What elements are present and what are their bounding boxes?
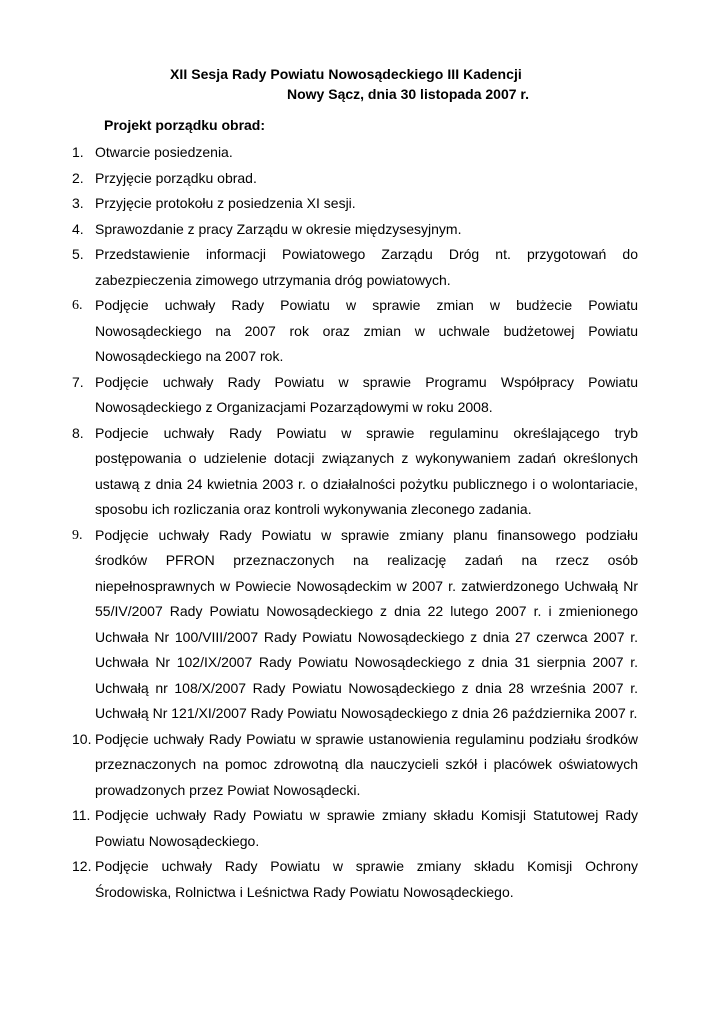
agenda-item-3 (0, 191, 638, 217)
agenda-item-text: Otwarcie posiedzenia. (95, 144, 233, 160)
agenda-item-10 (0, 727, 638, 804)
agenda-item-12 (0, 854, 638, 905)
agenda-item-9 (0, 523, 638, 727)
agenda-item-8 (0, 421, 638, 523)
place-and-date: Nowy Sącz, dnia 30 listopada 2007 r. (287, 86, 529, 102)
agenda-item-text: Sprawozdanie z pracy Zarządu w okresie międzysesyjnym. (95, 220, 462, 237)
agenda-item-text: Przyjęcie protokołu z posiedzenia XI sesji. (95, 195, 356, 211)
agenda-list (0, 140, 724, 905)
agenda-item-text: Podjęcie uchwały Rady Powiatu w sprawie zmiany składu Komisji Ochrony Środowiska, Rolnictwa i Leśnictwa Rady Powiatu Nowosądeckiego. (95, 858, 638, 900)
agenda-item-number: 1. (72, 144, 84, 160)
agenda-item-4 (0, 217, 638, 243)
agenda-item-text: Przyjęcie porządku obrad. (95, 169, 257, 186)
agenda-item-number: 2. (72, 169, 84, 186)
agenda-item-text: Podjęcie uchwały Rady Powiatu w sprawie ustanowienia regulaminu podziału środków przeznaczonych na pomoc zdrowotną dla nauczycieli szkół i placówek oświatowych prowadzonych przez Powiat Nowosądecki. (95, 730, 638, 798)
agenda-item-text: Podjęcie uchwały Rady Powiatu w sprawie zmian w budżecie Powiatu Nowosądeckiego na 2007 rok oraz zmian w uchwale budżetowej Powiatu Nowosądeckiego na 2007 rok. (95, 297, 638, 364)
agenda-item-text: Podjęcie uchwały Rady Powiatu w sprawie Programu Współpracy Powiatu Nowosądeckiego z Organizacjami Pozarządowymi w roku 2008. (95, 373, 638, 415)
agenda-item-6 (0, 293, 638, 370)
agenda-item-11 (0, 803, 638, 854)
agenda-item-number: 9. (72, 527, 83, 543)
agenda-item-text: Podjęcie uchwały Rady Powiatu w sprawie zmiany planu finansowego podziału środków PFRON przeznaczonych na realizację zadań na rzecz osób niepełnosprawnych w Powiecie Nowosądeckim w 2007 r. zatwierdzonego Uchwałą Nr 55/IV/2007 Rady Powiatu Nowosądeckiego z dnia 22 lutego 2007 r. i zmienionego Uchwała Nr 100/VIII/2007 Rady Powiatu Nowosądeckiego z dnia 27 czerwca 2007 r. Uchwała Nr 102/IX/2007 Rady Powiatu Nowosądeckiego z dnia 31 sierpnia 2007 r. Uchwałą nr 108/X/2007 Rady Powiatu Nowosądeckiego z dnia 28 września 2007 r. Uchwałą Nr 121/XI/2007 Rady Powiatu Nowosądeckiego z dnia 26 października 2007 r. (95, 526, 638, 721)
agenda-item-number: 11. (72, 807, 91, 823)
agenda-item-number: 7. (72, 373, 84, 390)
agenda-heading: Projekt porządku obrad: (104, 117, 266, 133)
agenda-item-number: 12. (72, 858, 92, 874)
agenda-item-7 (0, 370, 638, 421)
agenda-item-number: 8. (72, 424, 84, 441)
agenda-item-2 (0, 166, 638, 192)
agenda-item-number: 6. (72, 298, 83, 313)
agenda-item-number: 10. (72, 730, 92, 747)
agenda-item-5 (0, 242, 638, 293)
agenda-item-text: Podjęcie uchwały Rady Powiatu w sprawie zmiany składu Komisji Statutowej Rady Powiatu Nowosądeckiego. (95, 807, 638, 849)
agenda-item-text: Podjecie uchwały Rady Powiatu w sprawie regulaminu określającego tryb postępowania o udzielenie dotacji związanych z wykonywaniem zadań określonych ustawą z dnia 24 kwietnia 2003 r. o działalności pożytku publicznego i o wolontariacie, sposobu ich rozliczania oraz kontroli wykonywania zleconego zadania. (95, 424, 638, 517)
agenda-item-number: 4. (72, 220, 84, 237)
agenda-item-number: 3. (72, 195, 84, 211)
agenda-item-text: Przedstawienie informacji Powiatowego Zarządu Dróg nt. przygotowań do zabezpieczenia zimowego utrzymania dróg powiatowych. (95, 246, 638, 288)
session-title: XII Sesja Rady Powiatu Nowosądeckiego III Kadencji (170, 66, 522, 82)
agenda-item-1 (0, 140, 638, 166)
agenda-item-number: 5. (72, 246, 84, 262)
